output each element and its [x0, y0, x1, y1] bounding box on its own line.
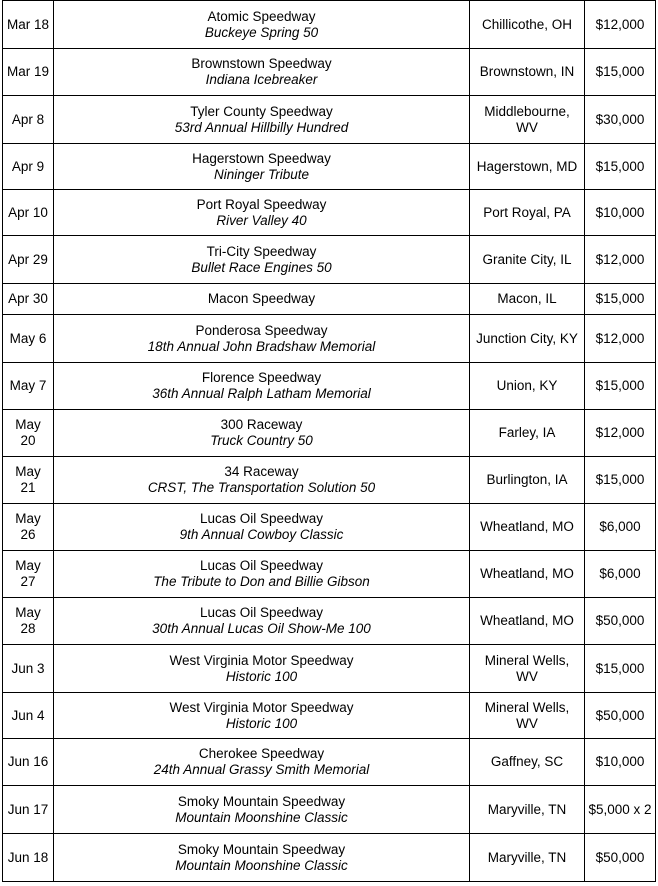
event-cell — [54, 645, 470, 693]
date-cell: May 7 — [3, 363, 54, 410]
schedule-table — [2, 0, 656, 882]
track-name: West Virginia Motor Speedway — [169, 652, 354, 668]
purse-cell: $15,000 — [585, 457, 656, 504]
track-name: Brownstown Speedway — [191, 56, 332, 71]
date-cell: Apr 8 — [3, 96, 54, 144]
location-cell: Granite City, IL — [470, 236, 585, 284]
event-cell — [54, 315, 470, 363]
table-row — [3, 284, 656, 315]
date-cell: Jun 4 — [3, 693, 54, 739]
track-name: Lucas Oil Speedway — [199, 511, 324, 526]
table-row — [3, 236, 656, 284]
event-cell — [54, 457, 470, 504]
purse-cell: $50,000 — [585, 693, 656, 739]
race-name: 36th Annual Ralph Latham Memorial — [152, 386, 371, 401]
location-cell: Middlebourne, WV — [470, 96, 585, 144]
table-row — [3, 457, 656, 504]
event-cell — [54, 49, 470, 96]
track-name: Smoky Mountain Speedway — [177, 841, 346, 857]
location-cell: Union, KY — [470, 363, 585, 410]
table-row — [3, 739, 656, 786]
race-name: Nininger Tribute — [213, 166, 310, 182]
date-cell: May 26 — [3, 504, 54, 551]
location-cell: Chillicothe, OH — [470, 1, 585, 49]
location-cell: Hagerstown, MD — [470, 144, 585, 190]
table-row — [3, 363, 656, 410]
purse-cell: $12,000 — [585, 236, 656, 284]
purse-cell: $10,000 — [585, 190, 656, 236]
event-cell — [54, 551, 470, 598]
date-cell: Jun 18 — [3, 834, 54, 882]
track-name: Tyler County Speedway — [190, 103, 333, 119]
location-cell: Maryville, TN — [470, 834, 585, 882]
event-cell — [54, 410, 470, 457]
purse-cell: $12,000 — [585, 315, 656, 363]
purse-cell: $15,000 — [585, 49, 656, 96]
table-row — [3, 1, 656, 49]
race-name: 24th Annual Grassy Smith Memorial — [153, 762, 370, 777]
table-row — [3, 504, 656, 551]
race-name: 18th Annual John Bradshaw Memorial — [147, 338, 376, 354]
purse-cell: $15,000 — [585, 645, 656, 693]
race-name: Buckeye Spring 50 — [204, 24, 319, 40]
location-cell: Wheatland, MO — [470, 504, 585, 551]
race-name: 30th Annual Lucas Oil Show-Me 100 — [152, 621, 371, 636]
race-name: Mountain Moonshine Classic — [175, 857, 348, 873]
event-cell — [54, 739, 470, 786]
purse-cell: $5,000 x 2 — [585, 786, 656, 834]
purse-cell: $6,000 — [585, 504, 656, 551]
race-name: Historic 100 — [225, 715, 298, 731]
table-row — [3, 144, 656, 190]
purse-cell: $10,000 — [585, 739, 656, 786]
date-cell: Jun 3 — [3, 645, 54, 693]
table-row — [3, 551, 656, 598]
date-cell: Apr 29 — [3, 236, 54, 284]
table-row — [3, 645, 656, 693]
race-name: 9th Annual Cowboy Classic — [179, 527, 344, 542]
track-name: Port Royal Speedway — [196, 196, 327, 212]
track-name: Cherokee Speedway — [198, 746, 325, 761]
race-name: CRST, The Transportation Solution 50 — [147, 480, 376, 495]
race-name: The Tribute to Don and Billie Gibson — [153, 574, 370, 589]
event-cell — [54, 236, 470, 284]
date-cell: May 27 — [3, 551, 54, 598]
race-name: Bullet Race Engines 50 — [191, 259, 332, 275]
table-row — [3, 190, 656, 236]
track-name: Ponderosa Speedway — [195, 322, 328, 338]
location-cell: Gaffney, SC — [470, 739, 585, 786]
event-cell — [54, 786, 470, 834]
purse-cell: $15,000 — [585, 363, 656, 410]
track-name: Hagerstown Speedway — [192, 150, 331, 166]
event-cell — [54, 190, 470, 236]
location-cell: Wheatland, MO — [470, 598, 585, 645]
race-name: Mountain Moonshine Classic — [175, 809, 348, 825]
event-cell — [54, 598, 470, 645]
event-cell — [54, 363, 470, 410]
location-cell: Mineral Wells, WV — [470, 693, 585, 739]
race-name: River Valley 40 — [216, 212, 307, 228]
race-name: 53rd Annual Hillbilly Hundred — [174, 119, 349, 135]
location-cell: Wheatland, MO — [470, 551, 585, 598]
table-row — [3, 96, 656, 144]
date-cell: Mar 19 — [3, 49, 54, 96]
purse-cell: $12,000 — [585, 410, 656, 457]
date-cell: Apr 9 — [3, 144, 54, 190]
purse-cell: $15,000 — [585, 284, 656, 315]
track-name: 300 Raceway — [220, 417, 303, 432]
date-cell: Mar 18 — [3, 1, 54, 49]
location-cell: Junction City, KY — [470, 315, 585, 363]
table-row — [3, 598, 656, 645]
track-name: West Virginia Motor Speedway — [169, 699, 354, 715]
table-row — [3, 786, 656, 834]
event-cell — [54, 96, 470, 144]
date-cell: May 21 — [3, 457, 54, 504]
purse-cell: $50,000 — [585, 598, 656, 645]
location-cell: Farley, IA — [470, 410, 585, 457]
track-name: Smoky Mountain Speedway — [177, 793, 346, 809]
date-cell: May 28 — [3, 598, 54, 645]
track-name: 34 Raceway — [224, 464, 299, 479]
track-name: Lucas Oil Speedway — [199, 605, 324, 620]
table-row — [3, 834, 656, 882]
table-row — [3, 49, 656, 96]
purse-cell: $6,000 — [585, 551, 656, 598]
location-cell: Maryville, TN — [470, 786, 585, 834]
purse-cell: $30,000 — [585, 96, 656, 144]
track-name: Florence Speedway — [201, 370, 322, 385]
track-name: Lucas Oil Speedway — [199, 558, 324, 573]
event-cell — [54, 834, 470, 882]
date-cell: Apr 30 — [3, 284, 54, 315]
race-name: Indiana Icebreaker — [205, 72, 318, 87]
purse-cell: $50,000 — [585, 834, 656, 882]
event-cell — [54, 504, 470, 551]
race-name: Truck Country 50 — [210, 433, 313, 448]
table-row — [3, 410, 656, 457]
track-name: Macon Speedway — [207, 291, 316, 306]
date-cell: May 6 — [3, 315, 54, 363]
event-cell — [54, 1, 470, 49]
date-cell: Apr 10 — [3, 190, 54, 236]
location-cell: Mineral Wells, WV — [470, 645, 585, 693]
race-name: Historic 100 — [225, 668, 298, 684]
location-cell: Macon, IL — [470, 284, 585, 315]
event-cell — [54, 693, 470, 739]
date-cell: May 20 — [3, 410, 54, 457]
track-name: Tri-City Speedway — [206, 243, 317, 259]
table-row — [3, 693, 656, 739]
purse-cell: $12,000 — [585, 1, 656, 49]
event-cell — [54, 284, 470, 315]
location-cell: Burlington, IA — [470, 457, 585, 504]
purse-cell: $15,000 — [585, 144, 656, 190]
track-name: Atomic Speedway — [207, 8, 316, 24]
date-cell: Jun 16 — [3, 739, 54, 786]
date-cell: Jun 17 — [3, 786, 54, 834]
table-row — [3, 315, 656, 363]
location-cell: Port Royal, PA — [470, 190, 585, 236]
location-cell: Brownstown, IN — [470, 49, 585, 96]
event-cell — [54, 144, 470, 190]
